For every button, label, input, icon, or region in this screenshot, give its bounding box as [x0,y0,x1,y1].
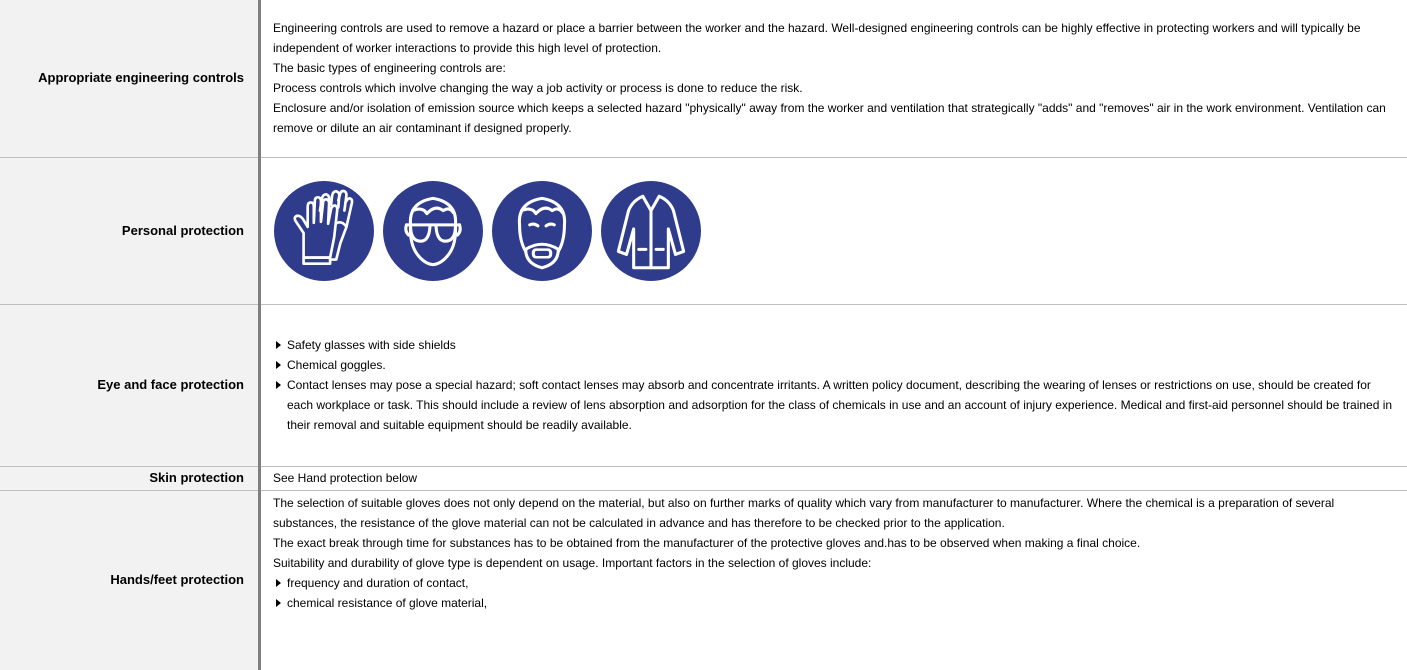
paragraph: The basic types of engineering controls are: [273,61,506,76]
paragraph: Enclosure and/or isolation of emission source which keeps a selected hazard "physically" away from the worker and ventilation that strategically "adds" and "removes" air in the work environment. Ventilation can remove or dilute an air contaminant if designed properly. [273,101,1386,136]
row-label: Appropriate engineering controls [0,0,258,157]
row-engineering-controls [0,0,1407,157]
paragraph: Process controls which involve changing the way a job activity or process is done to reduce the risk. [273,81,803,96]
list-item [273,375,1395,435]
ppe-icon-group [273,180,1395,282]
row-label: Hands/feet protection [0,490,258,670]
bullet-list [273,573,1395,613]
row-label: Eye and face protection [0,304,258,466]
row-content [261,304,1407,466]
list-item [273,593,1395,613]
bullet-icon [276,361,281,369]
bullet-icon [276,599,281,607]
list-item-text: frequency and duration of contact, [287,575,469,590]
list-item [273,573,1395,593]
row-content [261,157,1407,304]
row-label: Personal protection [0,157,258,304]
gloves-icon [273,180,375,282]
list-item-text: Chemical goggles. [287,358,386,372]
list-item-text: chemical resistance of glove material, [287,595,488,610]
list-item [273,335,1395,355]
row-eye-face-protection [0,304,1407,466]
row-label: Skin protection [0,466,258,490]
row-content: See Hand protection below [261,466,1407,490]
paragraph: The exact break through time for substances has to be obtained from the manufacturer of the protective gloves and.has to be observed when making a final choice. [273,535,1141,550]
row-skin-protection [0,466,1407,490]
safety-glasses-icon [382,180,484,282]
paragraph: Suitability and durability of glove type is dependent on usage. Important factors in the selection of gloves include: [273,555,872,570]
bullet-list [273,335,1395,435]
row-content [261,490,1407,670]
bullet-icon [276,341,281,349]
paragraph: The selection of suitable gloves does not only depend on the material, but also on further marks of quality which vary from manufacturer to manufacturer. Where the chemical is a preparation of several substances, the resistance of the glove material can not be calculated in advance and has therefore to be checked prior to the application. [273,495,1335,530]
row-content [261,0,1407,157]
list-item-text: Safety glasses with side shields [287,338,456,352]
respirator-icon [491,180,593,282]
bullet-icon [276,381,281,389]
list-item-text: Contact lenses may pose a special hazard; soft contact lenses may absorb and concentrate irritants. A written policy document, describing the wearing of lenses or restrictions on use, should be created for each workplace or task. This should include a review of lens absorption and adsorption for the class of chemicals in use and an account of injury experience. Medical and first-aid personnel should be trained in their removal and suitable equipment should be readily available. [287,378,1393,432]
lab-coat-icon [600,180,702,282]
list-item [273,355,1395,375]
bullet-icon [276,579,281,587]
paragraph: Engineering controls are used to remove a hazard or place a barrier between the worker and the hazard. Well-designed engineering controls can be highly effective in protecting workers and will typically be independent of worker interactions to provide this high level of protection. [273,21,1361,56]
row-hands-feet-protection [0,490,1407,670]
row-personal-protection [0,157,1407,304]
